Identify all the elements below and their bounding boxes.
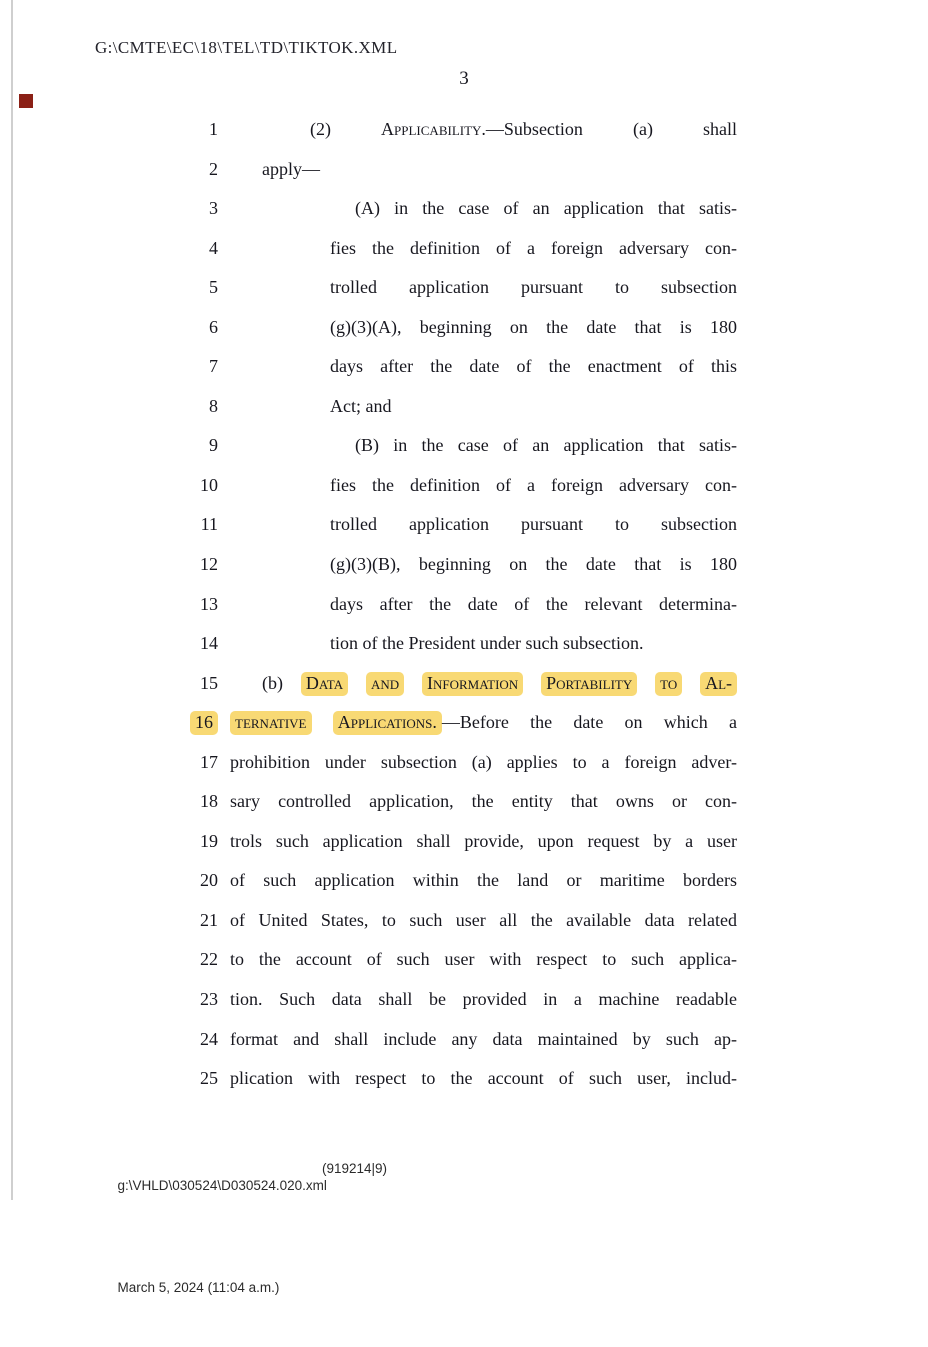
line-text: of such application within the land or maritime borders xyxy=(230,870,737,891)
bill-line xyxy=(180,1059,737,1099)
line-number: 9 xyxy=(209,435,218,456)
bill-line xyxy=(180,861,737,901)
bill-line xyxy=(180,268,737,308)
line-number: 4 xyxy=(209,237,218,258)
line-number: 7 xyxy=(209,356,218,377)
bill-line xyxy=(180,110,737,150)
line-text: format and shall include any data maintained by such ap- xyxy=(230,1028,737,1049)
bill-line xyxy=(180,624,737,664)
line-number: 13 xyxy=(200,593,218,614)
line-number: 23 xyxy=(200,989,218,1010)
header-file-path: G:\CMTE\EC\18\TEL\TD\TIKTOK.XML xyxy=(95,38,398,57)
line-number: 16 xyxy=(180,703,218,743)
footer-code: (919214|9) xyxy=(322,1161,388,1176)
line-text: (g)(3)(B), beginning on the date that is 180 xyxy=(330,554,737,575)
line-text: of United States, to such user all the available data related xyxy=(230,909,737,930)
bill-line xyxy=(180,940,737,980)
line-number: 17 xyxy=(200,751,218,772)
line-text: days after the date of the relevant determina- xyxy=(330,593,737,614)
line-number: 2 xyxy=(209,158,218,179)
bill-line xyxy=(180,743,737,783)
bill-line xyxy=(180,1020,737,1060)
bill-line xyxy=(180,980,737,1020)
line-number: 8 xyxy=(209,395,218,416)
line-number: 24 xyxy=(200,1028,218,1049)
body-lines xyxy=(180,110,737,1099)
line-number: 18 xyxy=(200,791,218,812)
line-number: 22 xyxy=(200,949,218,970)
line-number: 6 xyxy=(209,316,218,337)
line-text: sary controlled application, the entity that owns or con- xyxy=(230,791,737,812)
bill-line xyxy=(180,189,737,229)
line-number: 20 xyxy=(200,870,218,891)
page-edge-line xyxy=(11,0,13,1200)
line-text: tion of the President under such subsection. xyxy=(330,633,644,654)
line-text: fies the definition of a foreign adversary con- xyxy=(330,474,737,495)
line-text: prohibition under subsection (a) applies to a foreign adver- xyxy=(230,751,737,772)
line-number: 5 xyxy=(209,277,218,298)
footer-date: March 5, 2024 (11:04 a.m.) xyxy=(117,1280,280,1295)
red-marker xyxy=(19,94,33,108)
line-number: 1 xyxy=(209,119,218,139)
line-number: 12 xyxy=(200,554,218,575)
line-text: tion. Such data shall be provided in a machine readable xyxy=(230,989,737,1010)
line-text: days after the date of the enactment of this xyxy=(330,356,737,377)
line-number: 11 xyxy=(200,514,218,535)
line-number: 21 xyxy=(200,909,218,930)
line-text: Act; and xyxy=(330,395,392,416)
line-text: ternative Applications. —Before the date on which a xyxy=(230,703,737,743)
line-number: 10 xyxy=(200,474,218,495)
bill-line xyxy=(180,466,737,506)
line-text: trols such application shall provide, upon request by a user xyxy=(230,830,737,851)
line-text: to the account of such user with respect to such applica- xyxy=(230,949,737,970)
bill-line xyxy=(180,308,737,348)
line-number: 25 xyxy=(200,1068,218,1089)
bill-line xyxy=(180,347,737,387)
line-text: trolled application pursuant to subsection xyxy=(330,277,737,298)
line-text: (B) in the case of an application that satis- xyxy=(355,435,737,456)
footer xyxy=(95,1126,388,1347)
bill-line xyxy=(180,426,737,466)
bill-line xyxy=(180,822,737,862)
line-number: 15 xyxy=(200,672,218,693)
line-text: trolled application pursuant to subsection xyxy=(330,514,737,535)
bill-line xyxy=(180,782,737,822)
line-number: 19 xyxy=(200,830,218,851)
bill-line xyxy=(180,703,737,743)
bill-line xyxy=(180,387,737,427)
line-text: (b) Data and Information Portability to Al- xyxy=(262,664,737,704)
bill-line xyxy=(180,505,737,545)
line-text: (g)(3)(A), beginning on the date that is 180 xyxy=(330,316,737,337)
line-number: 3 xyxy=(209,198,218,219)
page-number: 3 xyxy=(459,68,469,89)
bill-line xyxy=(180,901,737,941)
line-text: fies the definition of a foreign adversary con- xyxy=(330,237,737,258)
line-text: (2) Applicability.—Subsection (a) shall xyxy=(310,119,737,139)
line-text: (A) in the case of an application that satis- xyxy=(355,198,737,219)
line-text: plication with respect to the account of such user, includ- xyxy=(230,1068,737,1089)
line-number: 14 xyxy=(200,633,218,654)
bill-line xyxy=(180,585,737,625)
bill-line xyxy=(180,150,737,190)
line-text: apply— xyxy=(262,158,320,179)
bill-line xyxy=(180,545,737,585)
footer-file-path: g:\VHLD\030524\D030524.020.xml xyxy=(117,1178,327,1193)
bill-line xyxy=(180,664,737,704)
bill-line xyxy=(180,229,737,269)
